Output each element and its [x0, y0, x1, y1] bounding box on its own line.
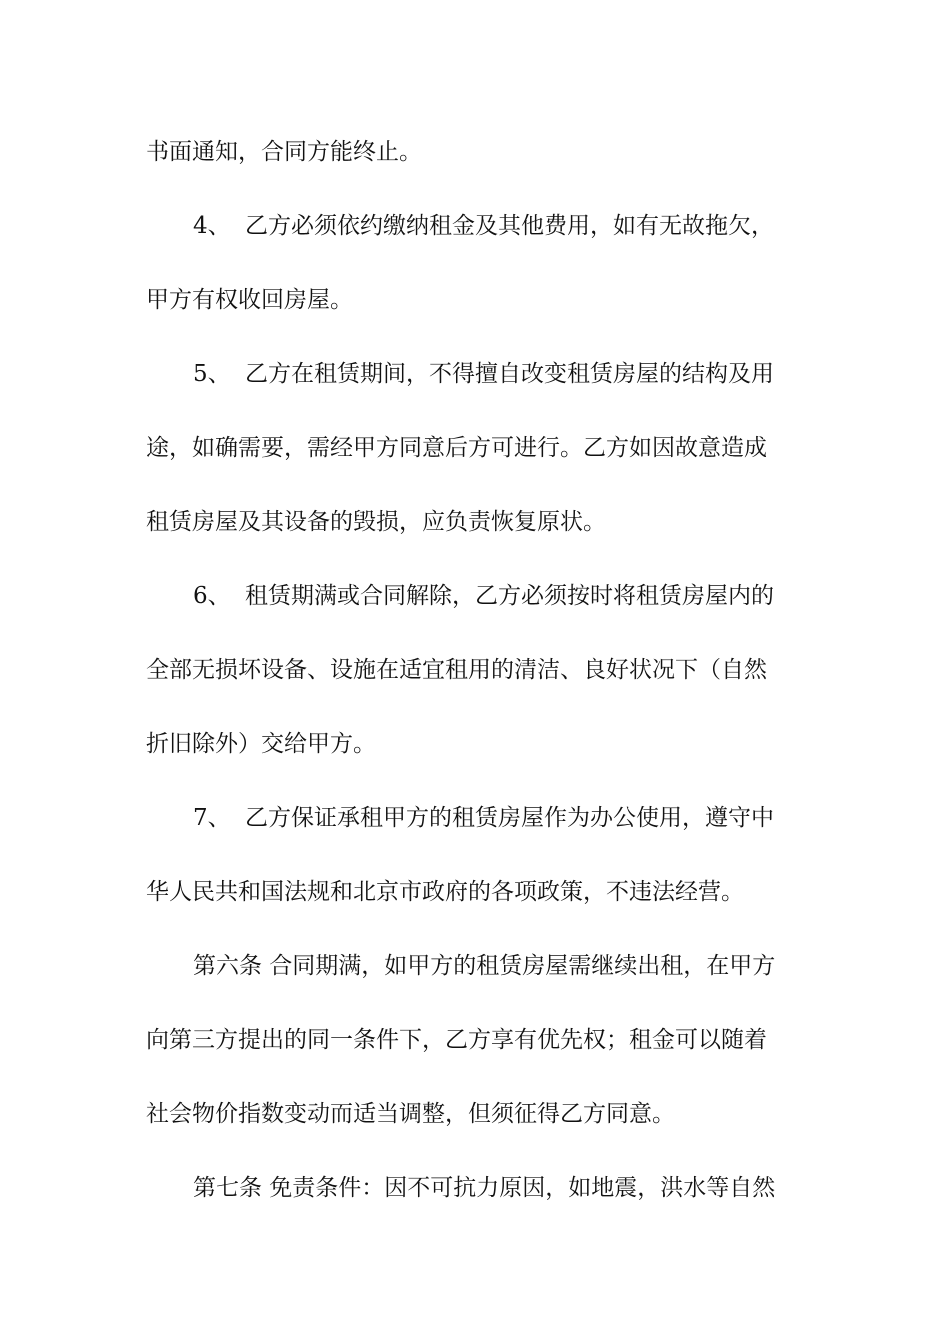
item-number: 7、: [193, 805, 231, 831]
article-6-line: 第六条 合同期满，如甲方的租赁房屋需继续出租，在甲方: [193, 953, 776, 979]
clause-text: 乙方必须依约缴纳租金及其他费用，如有无故拖欠，: [245, 213, 774, 239]
clause-4-line: [193, 206, 863, 246]
item-number: 5、: [193, 361, 231, 387]
clause-text: 乙方在租赁期间，不得擅自改变租赁房屋的结构及用: [245, 361, 774, 387]
clause-5-line: [193, 354, 863, 394]
paragraph-line: 社会物价指数变动而适当调整，但须征得乙方同意。: [146, 1101, 675, 1127]
article-7-line: 第七条 免责条件：因不可抗力原因，如地震，洪水等自然: [193, 1175, 776, 1201]
item-number: 4、: [193, 213, 231, 239]
clause-6-line: [193, 576, 863, 616]
paragraph-line: 折旧除外）交给甲方。: [146, 731, 376, 757]
paragraph-line: 华人民共和国法规和北京市政府的各项政策，不违法经营。: [146, 879, 744, 905]
paragraph-line: 租赁房屋及其设备的毁损，应负责恢复原状。: [146, 509, 606, 535]
paragraph-line: 向第三方提出的同一条件下，乙方享有优先权；租金可以随着: [146, 1027, 767, 1053]
clause-text: 乙方保证承租甲方的租赁房屋作为办公使用，遵守中: [245, 805, 774, 831]
clause-7-line: [193, 798, 863, 838]
paragraph-line: 途，如确需要，需经甲方同意后方可进行。乙方如因故意造成: [146, 435, 767, 461]
clause-text: 租赁期满或合同解除，乙方必须按时将租赁房屋内的: [245, 583, 774, 609]
paragraph-line: 甲方有权收回房屋。: [146, 287, 353, 313]
paragraph-line: 全部无损坏设备、设施在适宜租用的清洁、良好状况下（自然: [146, 657, 767, 683]
paragraph-line: 书面通知，合同方能终止。: [146, 139, 422, 165]
item-number: 6、: [193, 583, 231, 609]
